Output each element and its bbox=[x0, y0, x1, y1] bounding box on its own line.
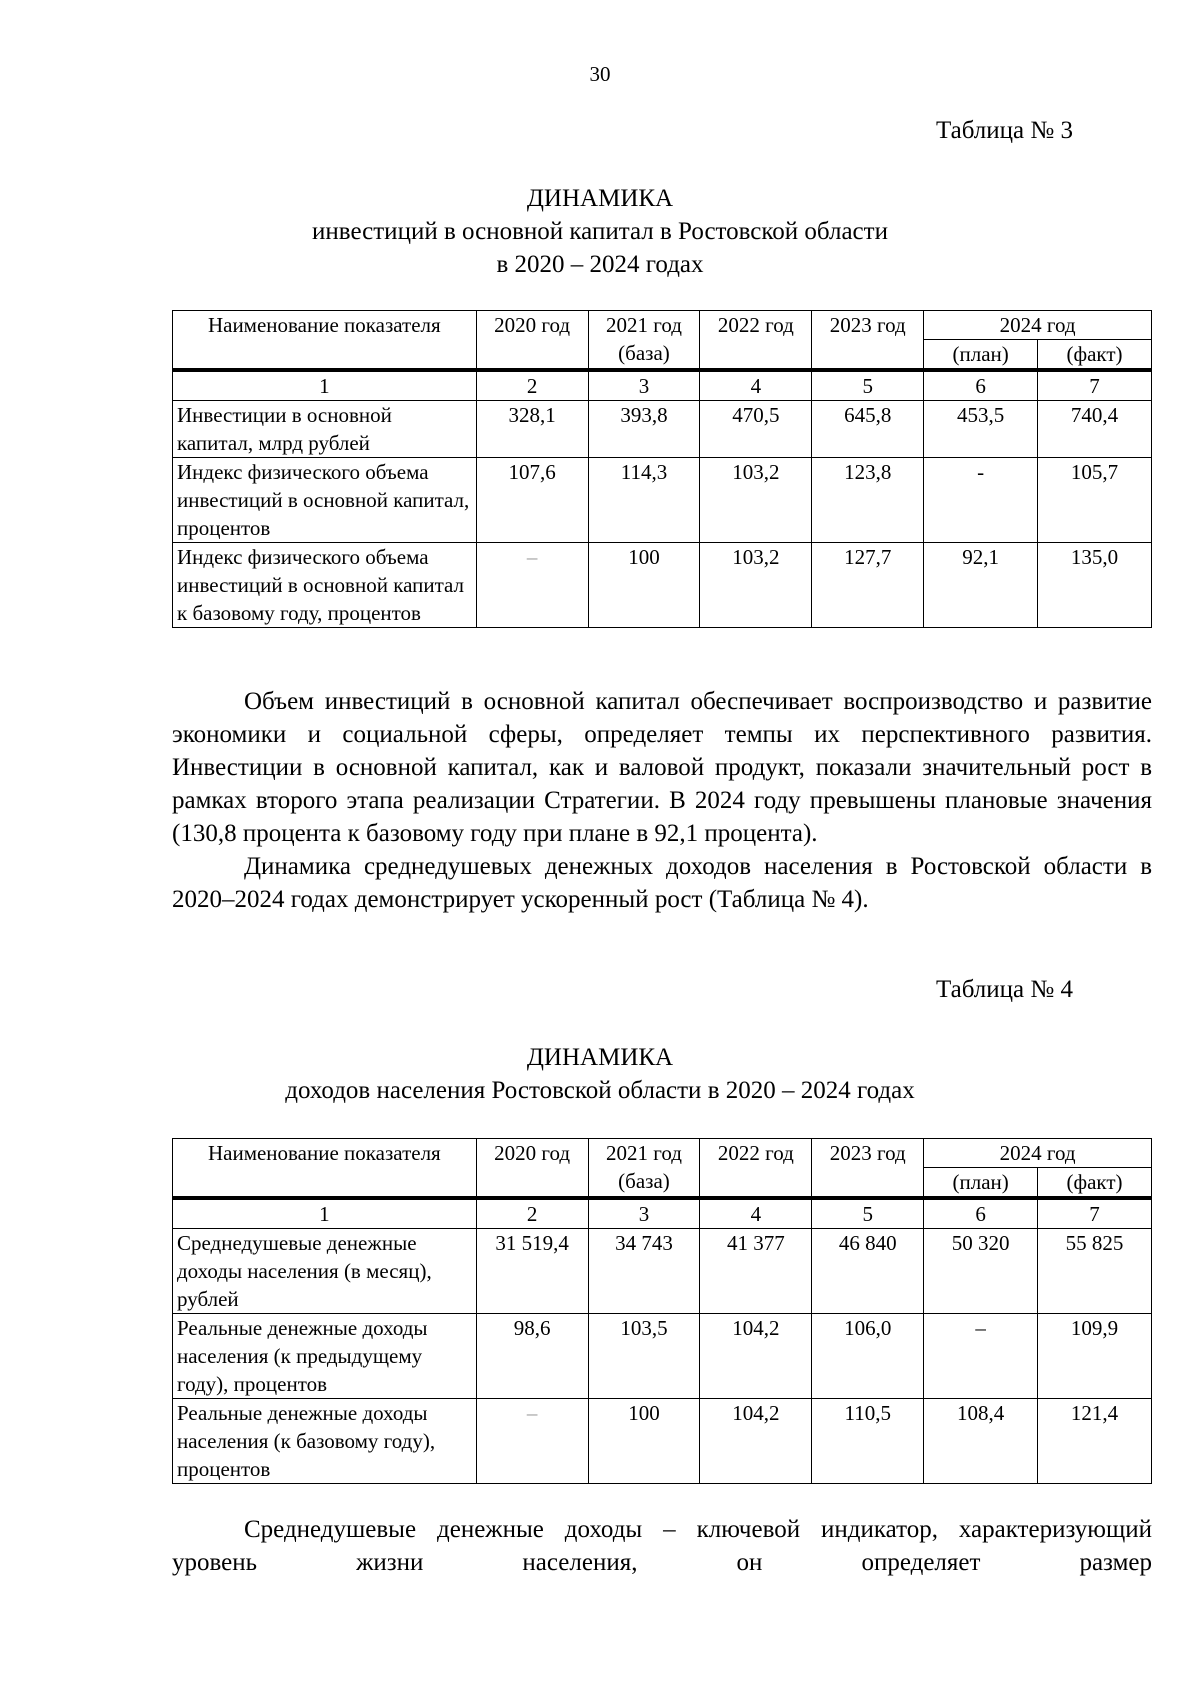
table-cell: - bbox=[924, 458, 1038, 543]
table4-header-fact: (факт) bbox=[1038, 1168, 1152, 1199]
table-cell: 114,3 bbox=[588, 458, 700, 543]
page-number: 30 bbox=[589, 62, 611, 86]
table-cell: 470,5 bbox=[700, 401, 812, 458]
table-cell: – bbox=[924, 1314, 1038, 1399]
table-index-cell: 7 bbox=[1038, 370, 1152, 401]
table-cell: 108,4 bbox=[924, 1399, 1038, 1484]
table3 bbox=[172, 310, 1152, 628]
table-index-cell: 4 bbox=[700, 1198, 812, 1229]
table-row-name: Реальные денежные доходы населения (к базовому году), процентов bbox=[173, 1399, 477, 1484]
table3-header-2020: 2020 год bbox=[476, 311, 588, 371]
table-cell: 740,4 bbox=[1038, 401, 1152, 458]
table-cell: 104,2 bbox=[700, 1314, 812, 1399]
table3-header-2023: 2023 год bbox=[812, 311, 924, 371]
table-row-name: Инвестиции в основной капитал, млрд рублей bbox=[173, 401, 477, 458]
table4-header-2022: 2022 год bbox=[700, 1139, 812, 1199]
table-cell: 107,6 bbox=[476, 458, 588, 543]
table-cell: 46 840 bbox=[812, 1229, 924, 1314]
table-row bbox=[173, 1399, 1152, 1484]
table3-header-row bbox=[173, 311, 1152, 340]
table4-header-2023: 2023 год bbox=[812, 1139, 924, 1199]
table3-title-block bbox=[0, 182, 1200, 281]
table3-index-row bbox=[173, 370, 1152, 401]
table4-subtitle-line1: доходов населения Ростовской области в 2020 – 2024 годах bbox=[285, 1077, 915, 1104]
table-row-name: Среднедушевые денежные доходы населения (в месяц), рублей bbox=[173, 1229, 477, 1314]
table-index-cell: 1 bbox=[173, 1198, 477, 1229]
table-index-cell: 6 bbox=[924, 1198, 1038, 1229]
table-cell: 106,0 bbox=[812, 1314, 924, 1399]
table-cell: 110,5 bbox=[812, 1399, 924, 1484]
table-index-cell: 2 bbox=[476, 370, 588, 401]
table-cell: 41 377 bbox=[700, 1229, 812, 1314]
table4-header-2021 bbox=[588, 1139, 700, 1199]
table-cell: 123,8 bbox=[812, 458, 924, 543]
table-row bbox=[173, 1229, 1152, 1314]
table-cell: 98,6 bbox=[476, 1314, 588, 1399]
table-cell: 103,2 bbox=[700, 543, 812, 628]
table-row-name: Реальные денежные доходы населения (к предыдущему году), процентов bbox=[173, 1314, 477, 1399]
table-row-name: Индекс физического объема инвестиций в основной капитал, процентов bbox=[173, 458, 477, 543]
table-row bbox=[173, 458, 1152, 543]
table-index-cell: 5 bbox=[812, 1198, 924, 1229]
table-cell: 105,7 bbox=[1038, 458, 1152, 543]
table-cell: 31 519,4 bbox=[476, 1229, 588, 1314]
table3-subtitle-line2: в 2020 – 2024 годах bbox=[496, 251, 704, 278]
table-row bbox=[173, 1314, 1152, 1399]
table4-header-2020: 2020 год bbox=[476, 1139, 588, 1199]
table4-title-block bbox=[0, 1041, 1200, 1107]
table4-header-2021-note: (база) bbox=[618, 1169, 670, 1193]
table-index-cell: 5 bbox=[812, 370, 924, 401]
table4 bbox=[172, 1138, 1152, 1484]
paragraph-block-1 bbox=[172, 685, 1152, 916]
table3-header-fact: (факт) bbox=[1038, 340, 1152, 371]
table3-header-2021-note: (база) bbox=[618, 341, 670, 365]
table4-label: Таблица № 4 bbox=[935, 976, 1073, 1003]
table-cell: 100 bbox=[588, 543, 700, 628]
table-cell: 104,2 bbox=[700, 1399, 812, 1484]
table4-index-row bbox=[173, 1198, 1152, 1229]
table-cell: 50 320 bbox=[924, 1229, 1038, 1314]
table3-header-2021-year: 2021 год bbox=[606, 313, 682, 337]
table-cell: – bbox=[476, 543, 588, 628]
table3-header-2021 bbox=[588, 311, 700, 371]
table3-header-name: Наименование показателя bbox=[173, 311, 477, 371]
table4-header-plan: (план) bbox=[924, 1168, 1038, 1199]
table-index-cell: 3 bbox=[588, 370, 700, 401]
table-cell: 103,2 bbox=[700, 458, 812, 543]
table-cell: 100 bbox=[588, 1399, 700, 1484]
table3-header-2024: 2024 год bbox=[924, 311, 1152, 340]
table3-subtitle-line1: инвестиций в основной капитал в Ростовской области bbox=[312, 218, 888, 245]
table-cell: 453,5 bbox=[924, 401, 1038, 458]
table-cell: 92,1 bbox=[924, 543, 1038, 628]
table4-header-name: Наименование показателя bbox=[173, 1139, 477, 1199]
table4-header-2024: 2024 год bbox=[924, 1139, 1152, 1168]
table-cell: 645,8 bbox=[812, 401, 924, 458]
table-row-name: Индекс физического объема инвестиций в основной капитал к базовому году, процентов bbox=[173, 543, 477, 628]
table-index-cell: 7 bbox=[1038, 1198, 1152, 1229]
table-cell: 55 825 bbox=[1038, 1229, 1152, 1314]
table3-label: Таблица № 3 bbox=[935, 117, 1073, 144]
table-index-cell: 1 bbox=[173, 370, 477, 401]
table3-title: ДИНАМИКА bbox=[526, 185, 674, 212]
table-cell: – bbox=[476, 1399, 588, 1484]
table3-header-2022: 2022 год bbox=[700, 311, 812, 371]
table-cell: 121,4 bbox=[1038, 1399, 1152, 1484]
table-cell: 328,1 bbox=[476, 401, 588, 458]
table-row bbox=[173, 543, 1152, 628]
table4-header-2021-year: 2021 год bbox=[606, 1141, 682, 1165]
table-cell: 109,9 bbox=[1038, 1314, 1152, 1399]
paragraph-block-2 bbox=[172, 1513, 1152, 1579]
table-cell: 135,0 bbox=[1038, 543, 1152, 628]
table-index-cell: 2 bbox=[476, 1198, 588, 1229]
paragraph-investments: Объем инвестиций в основной капитал обеспечивает воспроизводство и развитие экономики и социальной сферы, определяет темпы их перспективного развития. Инвестиции в основной капитал, как и валовой продукт, показали значительный рост в рамках второго этапа реализации Стратегии. В 2024 году превышены плановые значения (130,8 процента к базовому году при плане в 92,1 процента). bbox=[172, 688, 1152, 847]
table-cell: 127,7 bbox=[812, 543, 924, 628]
table-row bbox=[173, 401, 1152, 458]
paragraph-income-dynamics: Динамика среднедушевых денежных доходов населения в Ростовской области в 2020–2024 годах демонстрирует ускоренный рост (Таблица № 4). bbox=[172, 853, 1152, 913]
table-cell: 393,8 bbox=[588, 401, 700, 458]
table4-title: ДИНАМИКА bbox=[526, 1044, 674, 1071]
table-index-cell: 6 bbox=[924, 370, 1038, 401]
table-cell: 103,5 bbox=[588, 1314, 700, 1399]
paragraph-average-income: Среднедушевые денежные доходы – ключевой индикатор, характеризующий уровень жизни населения, он определяет размер bbox=[172, 1516, 1152, 1576]
table3-header-plan: (план) bbox=[924, 340, 1038, 371]
table-index-cell: 3 bbox=[588, 1198, 700, 1229]
table-index-cell: 4 bbox=[700, 370, 812, 401]
table4-header-row bbox=[173, 1139, 1152, 1168]
table-cell: 34 743 bbox=[588, 1229, 700, 1314]
